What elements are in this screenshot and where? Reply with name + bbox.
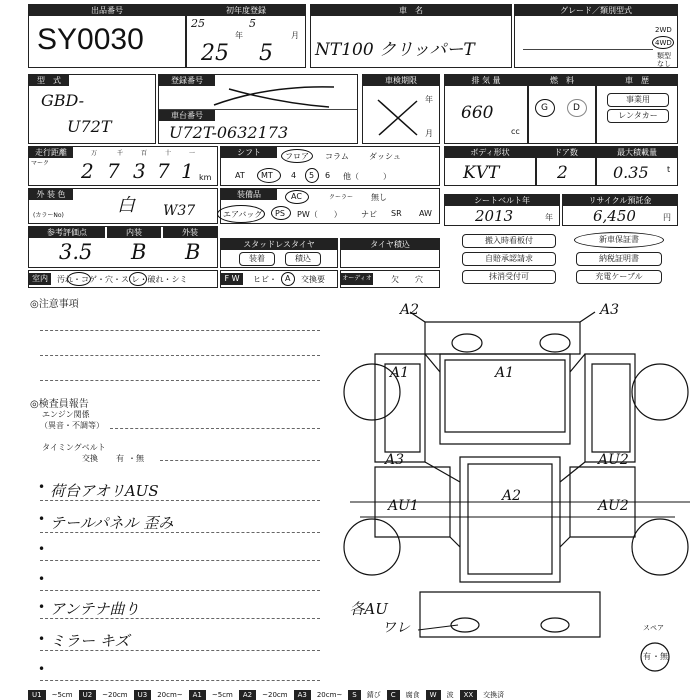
- inspection-box: [362, 74, 440, 144]
- audio-box: オーディオ 欠 穴: [340, 270, 440, 288]
- model-box: [28, 74, 156, 144]
- model-value-2: U72T: [67, 117, 112, 136]
- damage-label: A1: [495, 365, 515, 381]
- damage-label: ワレ: [382, 620, 410, 636]
- checklist-item: 充電ケーブル: [576, 270, 662, 284]
- first-reg-era-printed: 25: [191, 17, 205, 30]
- color-box: [28, 188, 218, 224]
- displacement-header: 排 気 量: [445, 75, 527, 86]
- chassis-header: 車台番号: [159, 110, 215, 121]
- displacement-value: 660: [461, 103, 494, 123]
- recycle-header: リサイクル預託金: [563, 195, 677, 206]
- damage-label: AU1: [388, 498, 419, 514]
- max-load-box: [596, 146, 678, 186]
- interior-items: 汚れ・コゲ・穴・ス レ・破れ・シミ: [57, 275, 188, 284]
- recycle-unit: 円: [663, 213, 671, 222]
- mileage-digit: 7: [157, 159, 170, 183]
- usage-header: 車 歴: [597, 75, 677, 86]
- grade-type: 類型: [657, 52, 671, 60]
- damage-label: A3: [385, 452, 405, 468]
- report-no: 無: [136, 454, 144, 463]
- score-ref-header: 参考評価点: [29, 227, 105, 238]
- first-reg-header: 初年度登録: [187, 5, 305, 16]
- car-name-header: 車 名: [311, 5, 511, 16]
- inspection-strike: [373, 95, 423, 139]
- score-ext-header: 外装: [163, 227, 217, 238]
- doors-value: 2: [557, 163, 568, 183]
- legend-bar: U1 ~5cm U2 ~20cm U3 20cm~ A1 ~5cm A2 ~20cm A3 20cm~ S 錆び C 腐食 W 波 XX 交換済: [28, 690, 678, 700]
- interior-label: 室内: [29, 273, 51, 285]
- usage-box: [596, 74, 678, 144]
- wheel-front-right: [632, 364, 688, 420]
- mileage-box: 走行距離 マーク 万 千 百 十 一 2 7 3 7 1 km: [28, 146, 218, 186]
- max-load-unit: t: [667, 165, 671, 174]
- color-header: 外 装 色: [29, 189, 73, 200]
- inspection-month-unit: 月: [425, 129, 433, 138]
- report-yes: 有: [116, 454, 124, 463]
- color-no-label: (カラーNo): [33, 212, 64, 219]
- car-name-value: NT100 クリッパーT: [315, 40, 475, 60]
- first-reg-month-hand: 5: [259, 41, 273, 66]
- car-name-box: [310, 4, 512, 68]
- cargo-bed: [460, 457, 560, 582]
- mileage-unit: km: [199, 173, 212, 182]
- score-int-value: B: [131, 240, 147, 264]
- first-reg-month-unit: 月: [291, 31, 299, 40]
- spare-no: 無: [660, 652, 668, 661]
- seatbelt-header: シートベルト年: [445, 195, 559, 206]
- equipment-header: 装備品: [221, 189, 277, 200]
- report-exchange: 交換: [82, 454, 98, 463]
- lot-header: 出品番号: [29, 5, 185, 16]
- fuel-g: G: [541, 103, 548, 113]
- inspection-year-unit: 年: [425, 95, 433, 104]
- mileage-digit: 1: [181, 159, 194, 183]
- checklist-item: 自賠承認請求: [462, 252, 556, 266]
- fuel-box: [528, 74, 596, 144]
- spare-label: スペア: [643, 624, 664, 632]
- recycle-value: 6,450: [593, 207, 636, 225]
- grade-header: グレード／類別型式: [515, 5, 677, 16]
- tire-loaded-box: [340, 238, 440, 268]
- spare-yes: 有: [643, 652, 651, 661]
- damage-label: AU2: [598, 452, 629, 468]
- usage-business: 事業用: [607, 93, 669, 107]
- first-reg-year-unit: 年: [235, 31, 243, 40]
- lot-number: SY0030: [37, 23, 144, 56]
- score-ext-value: B: [185, 240, 201, 264]
- fuel-header: 燃 料: [529, 75, 595, 86]
- rear-panel: [420, 592, 600, 637]
- max-load-header: 最大積載量: [597, 147, 677, 158]
- grade-none: なし: [657, 60, 671, 68]
- report-line: 荷台アオリAUS: [50, 482, 159, 500]
- usage-rental: レンタカー: [607, 109, 669, 123]
- doors-header: ドア数: [537, 147, 595, 158]
- max-load-value: 0.35: [613, 163, 649, 182]
- shift-box: シフト フロア コラム ダッシュ AT MT 4 5 6 他（ ）: [220, 146, 440, 186]
- lot-number-box: [28, 4, 186, 68]
- report-line: テールパネル 歪み: [50, 514, 174, 532]
- damage-label: A2: [502, 488, 522, 504]
- checklist-item: 納税証明書: [576, 252, 662, 266]
- tire-loaded-header: タイヤ積込: [341, 239, 439, 250]
- checklist-item: 搬入時看板付: [462, 234, 556, 248]
- report-line: アンテナ曲り 各AU: [50, 600, 388, 618]
- studless-box: スタッドレスタイヤ 装着 積込: [220, 238, 338, 268]
- model-header: 型 式: [29, 75, 69, 86]
- grade-2wd: 2WD: [655, 26, 672, 34]
- report-timing: タイミングベルト: [42, 443, 106, 452]
- grade-4wd: 4WD: [655, 39, 672, 47]
- damage-label: A3: [600, 302, 620, 318]
- model-value-1: GBD-: [41, 91, 85, 110]
- inspection-header: 車検期限: [363, 75, 439, 86]
- grade-box: [514, 4, 678, 68]
- scores-box: [28, 226, 218, 268]
- mileage-digit: 7: [107, 159, 120, 183]
- mileage-digit: 3: [133, 159, 146, 183]
- body-type-header: ボディ形状: [445, 147, 535, 158]
- score-ref-value: 3.5: [59, 240, 93, 264]
- displacement-box: [444, 74, 528, 144]
- fw-box: F W ヒビ・ A 交換要: [220, 270, 338, 288]
- equipment-box: 装備品 AC クーラー 無し エアバッグ PS PW（ ） ナビ SR AW: [220, 188, 440, 224]
- mileage-header: 走行距離: [29, 147, 73, 158]
- displacement-unit: cc: [511, 127, 520, 136]
- damage-label: A2: [400, 302, 420, 318]
- seatbelt-unit: 年: [545, 213, 553, 222]
- body-type-box: [444, 146, 536, 186]
- interior-box: [28, 270, 218, 288]
- fuel-d: D: [573, 103, 580, 113]
- color-no: W37: [163, 203, 196, 219]
- report-engine-sub: （異音・不調等）: [40, 421, 104, 430]
- chassis-value: U72T-0632173: [169, 123, 289, 142]
- report-title: ◎検査員報告: [30, 399, 89, 410]
- cab-roof: [425, 322, 580, 354]
- doors-box: [536, 146, 596, 186]
- registration-strike: [209, 81, 339, 111]
- checklist-item: 抹消受付可: [462, 270, 556, 284]
- damage-label: A1: [390, 365, 410, 381]
- first-reg-era-hand: 25: [201, 41, 229, 66]
- wheel-rear-right: [632, 519, 688, 575]
- mileage-digit: 2: [81, 159, 94, 183]
- first-registration-box: [186, 4, 306, 68]
- registration-header: 登録番号: [159, 75, 215, 86]
- shift-header: シフト: [221, 147, 277, 158]
- mirror-right: [540, 334, 570, 352]
- first-reg-month-printed: 5: [249, 17, 256, 30]
- color-value: 白: [117, 195, 135, 216]
- damage-label: AU2: [598, 498, 629, 514]
- recycle-box: [562, 194, 678, 226]
- registration-box: [158, 74, 358, 144]
- notes-title: ◎注意事項: [30, 299, 79, 310]
- body-type-value: KVT: [463, 163, 500, 183]
- audio-label: オーディオ: [341, 273, 373, 285]
- seatbelt-value: 2013: [475, 207, 514, 225]
- score-int-header: 内装: [107, 227, 161, 238]
- studless-header: スタッドレスタイヤ: [221, 239, 337, 250]
- fw-label: F W: [221, 273, 243, 285]
- seatbelt-box: [444, 194, 560, 226]
- report-engine: エンジン関係: [42, 410, 90, 419]
- mirror-left: [452, 334, 482, 352]
- mileage-mark: マーク: [31, 160, 50, 167]
- wheel-rear-left: [344, 519, 400, 575]
- report-line: ミラー キズ: [50, 632, 130, 650]
- checklist-item: 新車保証書: [599, 235, 639, 244]
